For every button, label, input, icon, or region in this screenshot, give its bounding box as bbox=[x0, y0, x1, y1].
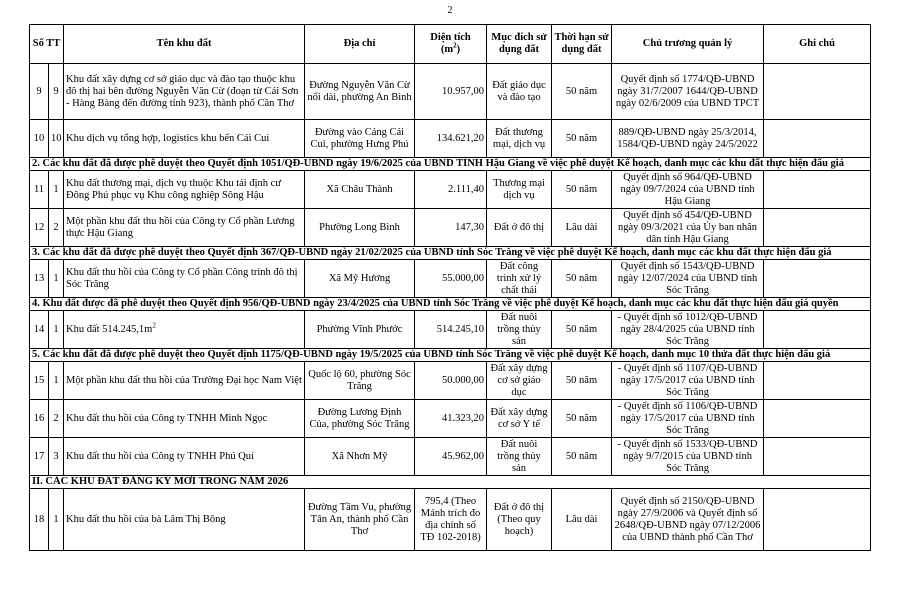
header-chu-truong: Chủ trương quản lý bbox=[612, 25, 764, 64]
row-purpose: Đất xây dựng cơ sở Y tế bbox=[487, 400, 552, 438]
row-policy: Quyết định số 454/QĐ-UBND ngày 09/3/2021 của Ủy ban nhân dân tỉnh Hậu Giang bbox=[612, 209, 764, 247]
row-name: Khu đất thu hồi của Công ty TNHH Phú Quí bbox=[64, 438, 305, 476]
row-term: 50 năm bbox=[552, 362, 612, 400]
row-name: Khu đất thu hồi của Công ty Cổ phần Công trình đô thị Sóc Trăng bbox=[64, 260, 305, 298]
row-term: Lâu dài bbox=[552, 489, 612, 551]
header-thoi-han: Thời hạn sử dụng đất bbox=[552, 25, 612, 64]
header-dia-chi: Địa chỉ bbox=[305, 25, 415, 64]
row-area: 41.323,20 bbox=[415, 400, 487, 438]
row-name: Khu đất thương mại, dịch vụ thuộc Khu tái định cư Đông Phú phục vụ Khu công nghiệp Sông Hậu bbox=[64, 171, 305, 209]
row-address: Đường Tầm Vu, phường Tân An, thành phố Cần Thơ bbox=[305, 489, 415, 551]
row-address: Phường Long Bình bbox=[305, 209, 415, 247]
row-address: Xã Mỹ Hương bbox=[305, 260, 415, 298]
row-sub: 1 bbox=[49, 362, 64, 400]
row-stt: 11 bbox=[30, 171, 49, 209]
row-term: 50 năm bbox=[552, 438, 612, 476]
row-name: Khu dịch vụ tổng hợp, logistics khu bến Cái Cui bbox=[64, 120, 305, 158]
row-stt: 14 bbox=[30, 311, 49, 349]
section-2-title: 2. Các khu đất đã được phê duyệt theo Quyết định 1051/QĐ-UBND ngày 19/6/2025 của UBND TỈNH Hậu Giang về việc phê duyệt Kế hoạch, danh mục các khu đất thực hiện đấu giá bbox=[30, 158, 871, 171]
row-area: 514.245,10 bbox=[415, 311, 487, 349]
row-note bbox=[764, 171, 871, 209]
row-address: Xã Châu Thành bbox=[305, 171, 415, 209]
header-so-tt: Số TT bbox=[30, 25, 64, 64]
row-note bbox=[764, 120, 871, 158]
row-sub: 1 bbox=[49, 171, 64, 209]
row-area: 2.111,40 bbox=[415, 171, 487, 209]
row-name: Khu đất xây dựng cơ sở giáo dục và đào tạo thuộc khu đô thị hai bên đường Nguyễn Văn Cừ (đoạn từ Cái Sơn - Hàng Bàng đến đường tỉnh 923), thành phố Cần Thơ bbox=[64, 64, 305, 120]
section-heading bbox=[30, 476, 871, 489]
row-address: Xã Nhơn Mỹ bbox=[305, 438, 415, 476]
row-term: Lâu dài bbox=[552, 209, 612, 247]
table-row bbox=[30, 120, 871, 158]
row-name-base: Khu đất 514.245,1m bbox=[66, 323, 153, 335]
table-header bbox=[30, 25, 871, 64]
row-term: 50 năm bbox=[552, 400, 612, 438]
row-term: 50 năm bbox=[552, 171, 612, 209]
header-dien-tich-label: Diện tích bbox=[430, 32, 471, 43]
row-purpose: Đất giáo dục và đào tạo bbox=[487, 64, 552, 120]
page-number: 2 bbox=[447, 5, 453, 16]
section-heading bbox=[30, 158, 871, 171]
row-note bbox=[764, 362, 871, 400]
row-area: 10.957,00 bbox=[415, 64, 487, 120]
row-purpose: Đất nuôi trồng thủy sản bbox=[487, 438, 552, 476]
row-note bbox=[764, 209, 871, 247]
row-policy: Quyết định số 964/QĐ-UBND ngày 09/7/2024 của UBND tỉnh Hậu Giang bbox=[612, 171, 764, 209]
row-term: 50 năm bbox=[552, 120, 612, 158]
row-name: Khu đất thu hồi của bà Lâm Thị Bông bbox=[64, 489, 305, 551]
row-area: 50.000,00 bbox=[415, 362, 487, 400]
row-name: Một phần khu đất thu hồi của Công ty Cổ phần Lương thực Hậu Giang bbox=[64, 209, 305, 247]
row-address: Đường Nguyễn Văn Cừ nối dài, phường An Bình bbox=[305, 64, 415, 120]
row-policy: Quyết định số 1774/QĐ-UBND ngày 31/7/2007 1644/QĐ-UBND ngày 02/6/2009 của UBND TPCT bbox=[612, 64, 764, 120]
section-5-title: 5. Các khu đất đã được phê duyệt theo Quyết định 1175/QĐ-UBND ngày 19/5/2025 của UBND tỉnh Sóc Trăng về việc phê duyệt Kế hoạch, danh mục 10 thửa đất thực hiện đấu giá bbox=[30, 349, 871, 362]
row-name: Khu đất thu hồi của Công ty TNHH Minh Ngọc bbox=[64, 400, 305, 438]
row-stt: 9 bbox=[30, 64, 49, 120]
header-dien-tich-unit-sup: 2 bbox=[453, 41, 457, 50]
row-address: Quốc lộ 60, phường Sóc Trăng bbox=[305, 362, 415, 400]
row-term: 50 năm bbox=[552, 64, 612, 120]
table-row bbox=[30, 260, 871, 298]
row-sub: 2 bbox=[49, 400, 64, 438]
section-ii-title: II. CÁC KHU ĐẤT ĐĂNG KÝ MỚI TRONG NĂM 2026 bbox=[30, 476, 871, 489]
row-purpose: Thương mại dịch vụ bbox=[487, 171, 552, 209]
table-row bbox=[30, 171, 871, 209]
table-row bbox=[30, 489, 871, 551]
section-heading bbox=[30, 298, 871, 311]
row-policy: - Quyết định số 1012/QĐ-UBND ngày 28/4/2025 của UBND tỉnh Sóc Trăng bbox=[612, 311, 764, 349]
section-heading bbox=[30, 247, 871, 260]
row-policy: - Quyết định số 1106/QĐ-UBND ngày 17/5/2017 của UBND tỉnh Sóc Trăng bbox=[612, 400, 764, 438]
row-address: Đường Lương Định Của, phường Sóc Trăng bbox=[305, 400, 415, 438]
row-name bbox=[64, 311, 305, 349]
row-purpose: Đất thương mại, dịch vụ bbox=[487, 120, 552, 158]
row-stt: 13 bbox=[30, 260, 49, 298]
table-row bbox=[30, 209, 871, 247]
row-stt: 18 bbox=[30, 489, 49, 551]
section-heading bbox=[30, 349, 871, 362]
row-stt: 17 bbox=[30, 438, 49, 476]
header-ghi-chu: Ghi chú bbox=[764, 25, 871, 64]
table-row bbox=[30, 362, 871, 400]
row-policy: Quyết định số 1543/QĐ-UBND ngày 12/07/2024 của UBND tỉnh Sóc Trăng bbox=[612, 260, 764, 298]
row-purpose: Đất ở đô thị (Theo quy hoạch) bbox=[487, 489, 552, 551]
row-address: Phường Vĩnh Phước bbox=[305, 311, 415, 349]
row-policy: - Quyết định số 1533/QĐ-UBND ngày 9/7/2015 của UBND tỉnh Sóc Trăng bbox=[612, 438, 764, 476]
row-policy: 889/QĐ-UBND ngày 25/3/2014, 1584/QĐ-UBND ngày 24/5/2022 bbox=[612, 120, 764, 158]
row-sub: 3 bbox=[49, 438, 64, 476]
row-sub: 2 bbox=[49, 209, 64, 247]
header-dien-tich-unit-end: ) bbox=[456, 44, 461, 55]
row-term: 50 năm bbox=[552, 260, 612, 298]
row-area: 45.962,00 bbox=[415, 438, 487, 476]
row-name-sup: 2 bbox=[152, 321, 156, 329]
header-muc-dich: Mục đích sử dụng đất bbox=[487, 25, 552, 64]
row-note bbox=[764, 311, 871, 349]
row-purpose: Đất công trình xử lý chất thải bbox=[487, 260, 552, 298]
row-stt: 10 bbox=[30, 120, 49, 158]
row-note bbox=[764, 489, 871, 551]
row-note bbox=[764, 400, 871, 438]
row-stt: 15 bbox=[30, 362, 49, 400]
section-4-title: 4. Khu đất được đã phê duyệt theo Quyết định 956/QĐ-UBND ngày 23/4/2025 của UBND tỉnh Sóc Trăng về việc phê duyệt Kế hoạch, danh mục các khu đất thực hiện đấu giá quyền bbox=[30, 298, 871, 311]
row-address: Đường vào Cảng Cái Cui, phường Hưng Phú bbox=[305, 120, 415, 158]
row-sub: 1 bbox=[49, 260, 64, 298]
row-sub: 1 bbox=[49, 489, 64, 551]
row-area: 55.000,00 bbox=[415, 260, 487, 298]
row-term: 50 năm bbox=[552, 311, 612, 349]
row-policy: Quyết định số 2150/QĐ-UBND ngày 27/9/2006 và Quyết định số 2648/QĐ-UBND ngày 07/12/2006 của UBND thành phố Cần Thơ bbox=[612, 489, 764, 551]
section-3-title: 3. Các khu đất đã được phê duyệt theo Quyết định 367/QĐ-UBND ngày 21/02/2025 của UBND tỉnh Sóc Trăng về việc phê duyệt Kế hoạch, danh mục các khu đất thực hiện đấu giá bbox=[30, 247, 871, 260]
table-row bbox=[30, 438, 871, 476]
row-note bbox=[764, 438, 871, 476]
row-stt: 16 bbox=[30, 400, 49, 438]
row-note bbox=[764, 64, 871, 120]
row-stt: 12 bbox=[30, 209, 49, 247]
header-dien-tich bbox=[415, 25, 487, 64]
row-area: 795,4 (Theo Mảnh trích đo địa chính số TĐ 102-2018) bbox=[415, 489, 487, 551]
table-row bbox=[30, 311, 871, 349]
header-ten-khu-dat: Tên khu đất bbox=[64, 25, 305, 64]
row-sub: 10 bbox=[49, 120, 64, 158]
row-area: 147,30 bbox=[415, 209, 487, 247]
table-row bbox=[30, 64, 871, 120]
row-purpose: Đất ở đô thị bbox=[487, 209, 552, 247]
row-sub: 9 bbox=[49, 64, 64, 120]
row-note bbox=[764, 260, 871, 298]
table-row bbox=[30, 400, 871, 438]
land-table bbox=[29, 24, 871, 551]
row-area: 134.621,20 bbox=[415, 120, 487, 158]
row-purpose: Đất xây dựng cơ sở giáo dục bbox=[487, 362, 552, 400]
row-name: Một phần khu đất thu hồi của Trường Đại học Nam Việt bbox=[64, 362, 305, 400]
row-purpose: Đất nuôi trồng thủy sản bbox=[487, 311, 552, 349]
row-policy: - Quyết định số 1107/QĐ-UBND ngày 17/5/2017 của UBND tỉnh Sóc Trăng bbox=[612, 362, 764, 400]
header-dien-tich-unit-base: (m bbox=[440, 44, 454, 55]
row-sub: 1 bbox=[49, 311, 64, 349]
